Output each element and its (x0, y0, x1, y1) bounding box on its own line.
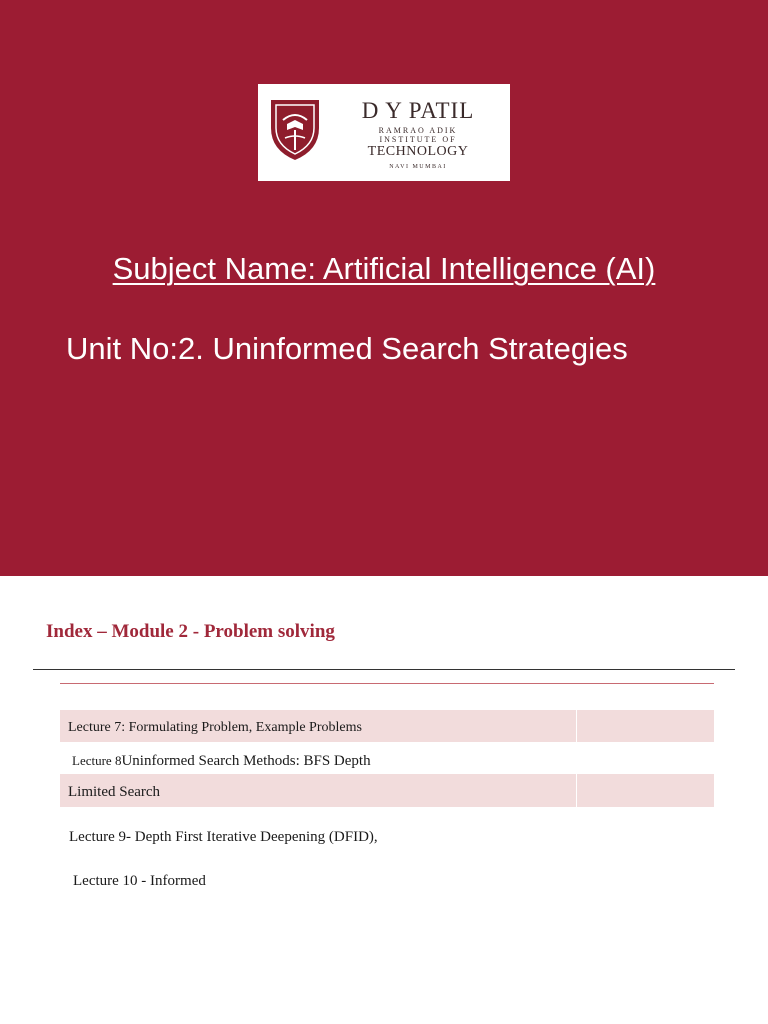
lecture-8-title: Uninformed Search Methods: BFS Depth (121, 753, 371, 769)
column-divider (576, 774, 577, 807)
table-top-border (60, 683, 714, 684)
lecture-7-text: Lecture 7: Formulating Problem, Example Problems (68, 720, 362, 735)
lecture-8-text (72, 752, 371, 770)
heading-divider (33, 669, 735, 670)
logo-technology: TECHNOLOGY (367, 144, 469, 159)
shield-emblem-icon (265, 94, 325, 162)
index-heading: Index – Module 2 - Problem solving (46, 621, 335, 642)
index-slide (0, 576, 768, 1024)
logo-wordmark (332, 84, 504, 181)
logo-subtitle-line-2: INSTITUTE OF (379, 135, 457, 144)
unit-title: Unit No:2. Uninformed Search Strategies (66, 331, 628, 366)
list-item-lecture-10: Lecture 10 - Informed (73, 873, 206, 889)
table-row (60, 774, 714, 807)
logo-name: D Y PATIL (361, 98, 475, 123)
lecture-8-prefix: Lecture 8 (72, 753, 122, 768)
column-divider (576, 710, 577, 742)
lecture-8-continuation: Limited Search (68, 784, 161, 800)
table-row (60, 750, 714, 774)
table-row (60, 710, 714, 742)
logo-city: NAVI MUMBAI (389, 164, 447, 170)
logo-subtitle-line-1: RAMRAO ADIK (378, 126, 458, 135)
list-item-lecture-9: Lecture 9- Depth First Iterative Deepening (DFID), (69, 829, 378, 845)
subject-title: Subject Name: Artificial Intelligence (AI) (112, 251, 656, 286)
institute-logo (258, 84, 510, 181)
